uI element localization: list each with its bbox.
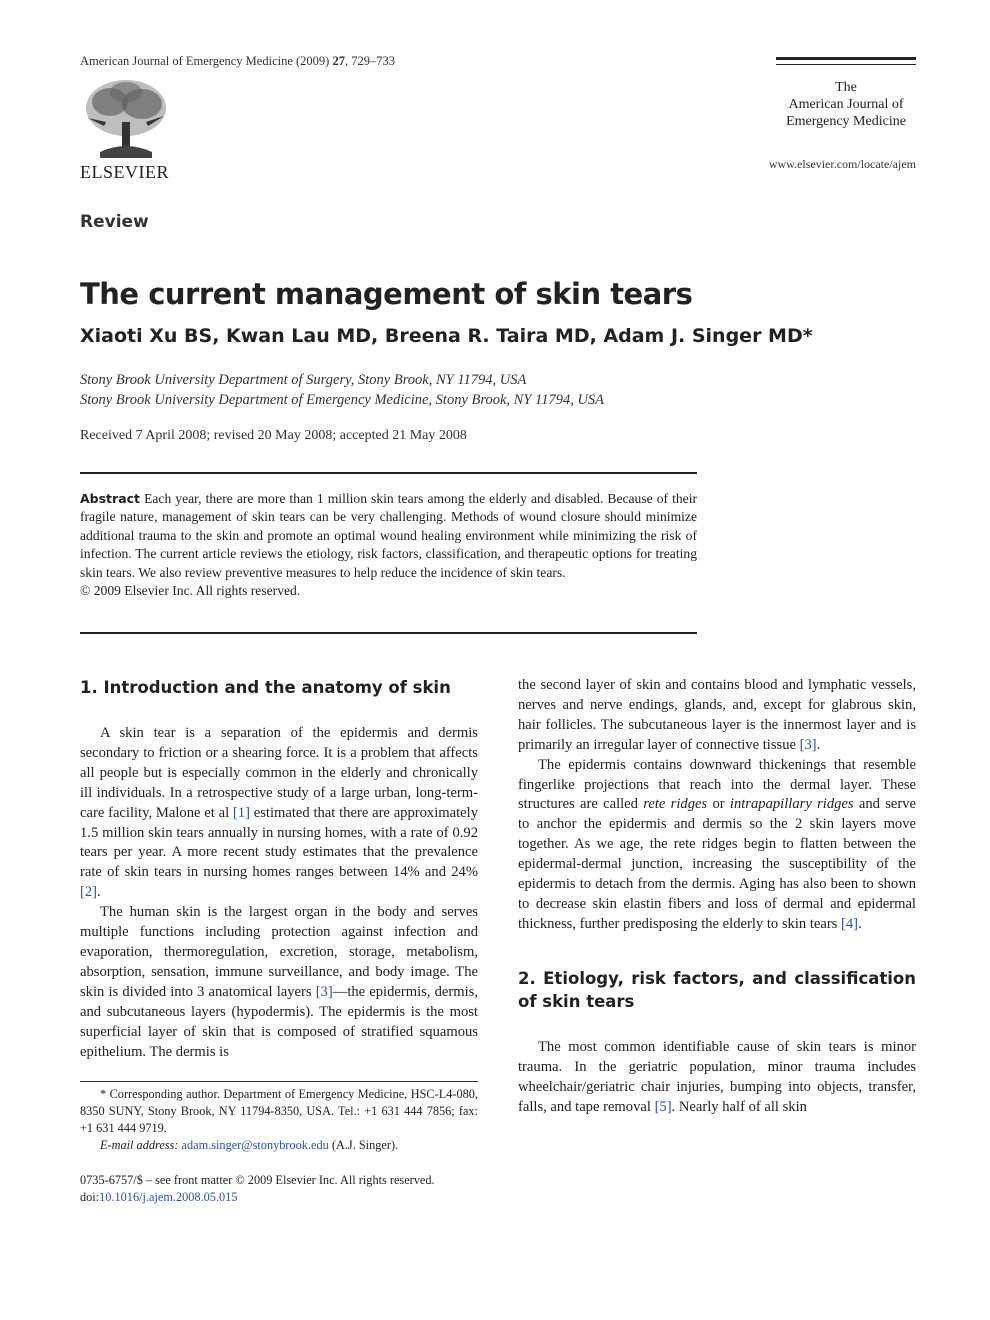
citation-link-2[interactable]: [2]: [80, 884, 98, 901]
citation-link-1[interactable]: [1]: [232, 804, 250, 821]
email-link[interactable]: adam.singer@stonybrook.edu: [181, 1138, 329, 1152]
text-run: The human skin is the largest organ in the body and serves multiple functions including protection against infection and evaporation, thermoregulation, excretion, storage, metabolism, absorption, sensation, immune surveillance, and body image. The skin is divided into 3 anatomical layers: [80, 904, 478, 1000]
text-run: the second layer of skin and contains blood and lymphatic vessels, nerves and nerve endings, glands, and, except for glabrous skin, hair follicles. The subcutaneous layer is the innermost layer and is primarily an irregular layer of connective tissue: [518, 677, 916, 753]
section-2-heading: 2. Etiology, risk factors, and classification of skin tears: [518, 968, 916, 1011]
citation-link-5[interactable]: [5]: [654, 1098, 672, 1115]
text-run: and serve to anchor the epidermis and dermis so the 2 skin layers move together. As we age, the rete ridges begin to flatten between the epidermal-dermal junction, increasing the susceptibility of the epidermis to detach from the dermis. Aging has also been to shown to decrease skin elastin fibers and loss of dermal and epidermal thickness, further predisposing the elderly to skin tears: [518, 796, 917, 932]
corresponding-author-text: * Corresponding author. Department of Emergency Medicine, HSC-L4-080, 8350 SUNY, Stony Brook, NY 11794-8350, USA. Tel.: +1 631 444 7856; fax: +1 631 444 9719.: [80, 1087, 478, 1135]
text-run: .: [858, 915, 862, 932]
journal-title-line2: American Journal of: [788, 97, 904, 112]
journal-citation-text: American Journal of Emergency Medicine (2009): [80, 54, 330, 68]
email-label: E-mail address:: [100, 1138, 179, 1152]
text-run: . Nearly half of all skin: [671, 1098, 807, 1115]
section-1-heading: 1. Introduction and the anatomy of skin: [80, 678, 451, 697]
section-1-paragraph-3: [518, 676, 916, 756]
journal-masthead: [776, 79, 916, 130]
affiliation-1: Stony Brook University Department of Surgery, Stony Brook, NY 11794, USA: [80, 372, 527, 388]
citation-link-3[interactable]: [3]: [315, 983, 333, 1000]
front-matter-info: [80, 1172, 435, 1206]
journal-title-line1: The: [835, 80, 857, 95]
section-1-paragraph-4: [518, 756, 916, 935]
journal-url-link[interactable]: www.elsevier.com/locate/ajem: [768, 157, 916, 171]
email-line: [80, 1137, 478, 1154]
text-run: The most common identifiable cause of skin tears is minor trauma. In the geriatric population, minor trauma includes wheelchair/geriatric chair injuries, bumping into objects, transfer, falls, and tape removal: [518, 1038, 916, 1115]
journal-pages: , 729–733: [344, 54, 395, 68]
right-column: [518, 676, 916, 1117]
masthead-rule-thick: [776, 57, 916, 60]
text-run: —the epidermis, dermis, and subcutaneous layers (hypodermis). The epidermis is the most superficial layer of skin that is composed of stratified squamous epithelium. The dermis is: [80, 983, 478, 1060]
issn-line: 0735-6757/$ – see front matter © 2009 Elsevier Inc. All rights reserved.: [80, 1173, 435, 1187]
text-run: .: [97, 884, 101, 901]
citation-link-3b[interactable]: [3]: [799, 736, 817, 753]
publisher-logo-text: ELSEVIER: [80, 162, 169, 182]
journal-volume: 27: [332, 54, 345, 68]
abstract-text: Each year, there are more than 1 million skin tears among the elderly and disabled. Because of their fragile nature, management of skin tears can be very challenging. Methods of wound closure should minimize additional trauma to the skin and promote an optimal wound healing environment while minimizing the risk of infection. The current article reviews the etiology, risk factors, classification, and therapeutic options for treating skin tears. We also review preventive measures to help reduce the incidence of skin tears.: [80, 491, 698, 580]
article-dates: Received 7 April 2008; revised 20 May 2008; accepted 21 May 2008: [80, 428, 467, 443]
text-run: The epidermis contains downward thickenings that resemble fingerlike projections that reach into the dermal layer. These structures are called: [518, 756, 916, 813]
abstract-rule-top: [80, 472, 697, 474]
section-1-paragraph-1: [80, 724, 478, 903]
article-type: Review: [80, 212, 149, 232]
masthead-rule-thin: [776, 64, 916, 65]
abstract-label: Abstract: [80, 491, 141, 506]
term-rete-ridges: rete ridges: [643, 796, 708, 813]
corresponding-author-footnote: [80, 1086, 478, 1154]
doi-link[interactable]: 10.1016/j.ajem.2008.05.015: [99, 1190, 238, 1204]
journal-citation: [80, 54, 395, 69]
text-run: A skin tear is a separation of the epidermis and dermis secondary to friction or a shearing force. It is a problem that affects all people but is especially common in the elderly and chronically ill individuals. In a retrospective study of a large urban, long-term-care facility, Malone et al: [80, 725, 478, 821]
abstract-copyright: © 2009 Elsevier Inc. All rights reserved.: [80, 583, 301, 599]
footnote-rule: [80, 1081, 478, 1082]
affiliation-2: Stony Brook University Department of Emergency Medicine, Stony Brook, NY 11794, USA: [80, 392, 605, 408]
journal-title-line3: Emergency Medicine: [786, 114, 906, 129]
doi-line: [80, 1189, 435, 1206]
section-2-paragraph-1: [518, 1038, 916, 1118]
citation-link-4[interactable]: [4]: [841, 915, 859, 932]
email-suffix: (A.J. Singer).: [328, 1138, 399, 1152]
text-run: .: [816, 736, 821, 753]
section-1-paragraph-2: [80, 903, 478, 1062]
doi-label: doi:: [80, 1190, 100, 1204]
left-column: [80, 676, 478, 1062]
article-title: The current management of skin tears: [80, 277, 693, 311]
term-intrapapillary-ridges: intrapapillary ridges: [729, 796, 854, 813]
abstract-rule-bottom: [80, 632, 697, 634]
text-run: or: [707, 796, 730, 813]
author-list: Xiaoti Xu BS, Kwan Lau MD, Breena R. Taira MD, Adam J. Singer MD*: [80, 325, 813, 347]
text-run: estimated that there are approximately 1.5 million skin tears annually in nursing homes, with a rate of 0.92 tears per year. A more recent study estimates that the prevalence rate of skin tears in nursing homes ranges between 14% and 24%: [80, 804, 478, 881]
abstract: [80, 490, 697, 600]
